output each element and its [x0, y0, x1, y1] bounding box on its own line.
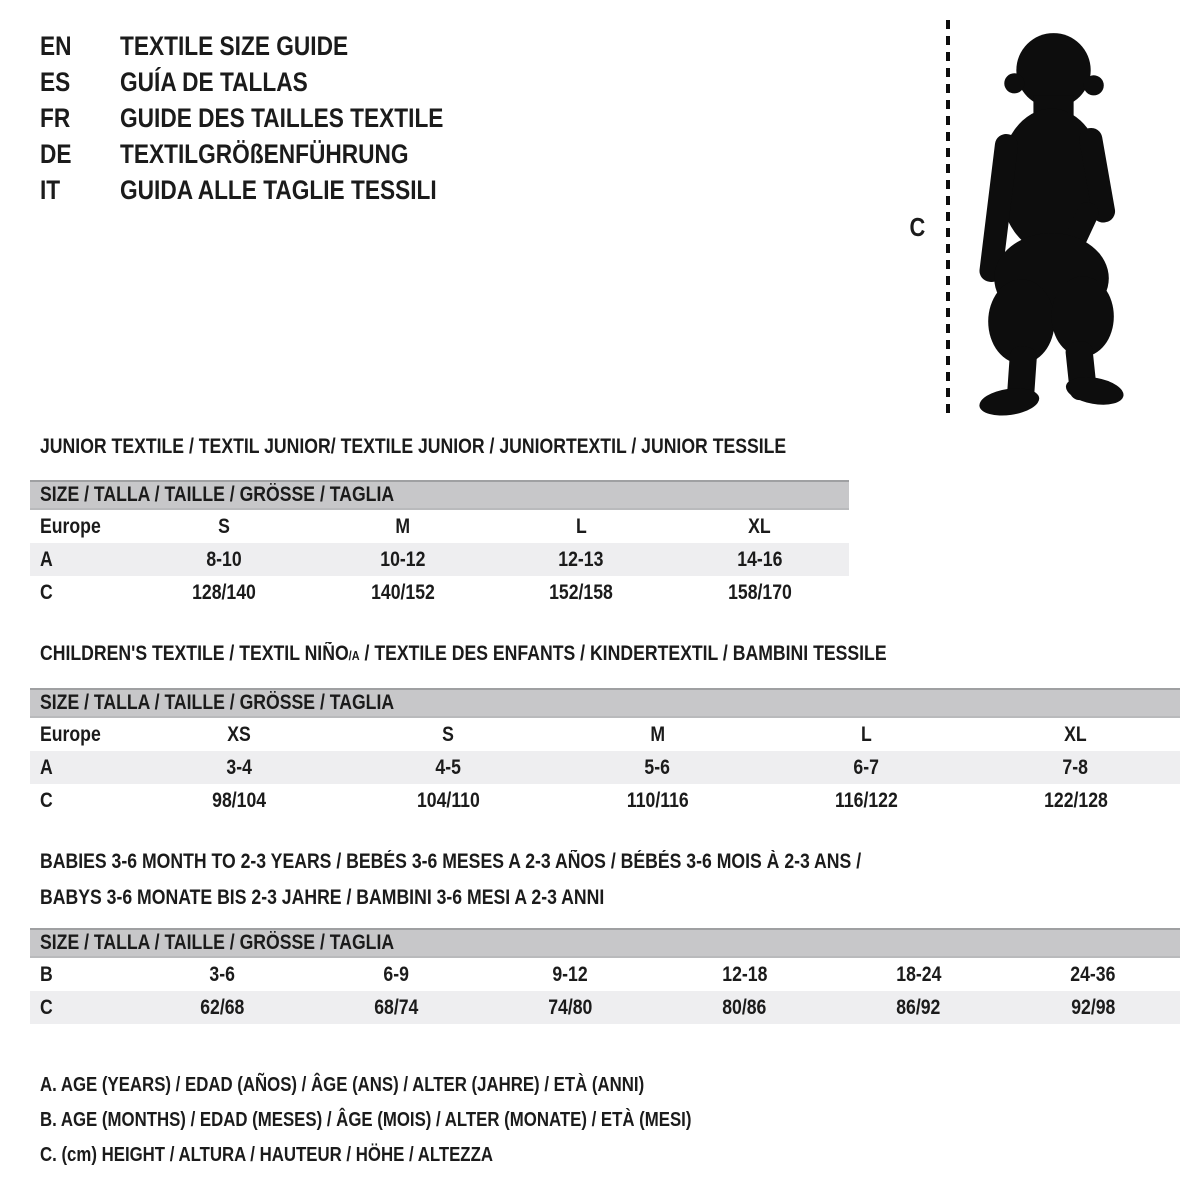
size-cell: L [861, 722, 872, 746]
section-title-line: BABYS 3-6 MONATE BIS 2-3 JAHRE / BAMBINI 3-6 MESI A 2-3 ANNI [40, 886, 605, 909]
language-row [40, 64, 505, 100]
size-cell: 74/80 [548, 995, 593, 1019]
size-cell: L [575, 514, 587, 538]
legend-list [40, 1068, 816, 1173]
row-label: Europe [40, 514, 101, 538]
size-header-bar: SIZE / TALLA / TAILLE / GRÖSSE / TAGLIA [30, 928, 1180, 958]
size-cell: 62/68 [200, 995, 245, 1019]
size-table-junior [30, 480, 849, 609]
size-cell: 86/92 [896, 995, 941, 1019]
size-cell: 110/116 [626, 788, 689, 812]
size-cell: 6-7 [853, 755, 880, 779]
size-cell: 116/122 [835, 788, 898, 812]
size-cell: 7-8 [1062, 755, 1089, 779]
height-measure-label: C [909, 212, 926, 242]
language-row [40, 28, 505, 64]
language-label: TEXTILGRÖßENFÜHRUNG [120, 138, 409, 169]
toddler-silhouette-icon [960, 15, 1138, 417]
language-label: GUÍA DE TALLAS [120, 66, 308, 97]
size-cell: 10-12 [380, 547, 426, 571]
size-header-bar: SIZE / TALLA / TAILLE / GRÖSSE / TAGLIA [30, 480, 849, 510]
size-cell: XS [227, 722, 252, 746]
size-cell: 8-10 [206, 547, 242, 571]
size-cell: 140/152 [370, 580, 435, 604]
language-code: DE [40, 138, 72, 169]
size-cell: 12-18 [722, 962, 768, 986]
table-row [30, 510, 849, 543]
size-cell: 14-16 [737, 547, 783, 571]
language-code: FR [40, 102, 71, 133]
language-list [40, 28, 505, 208]
row-label: C [40, 995, 53, 1019]
measurement-figure [900, 12, 1160, 427]
size-cell: M [395, 514, 411, 538]
language-label: GUIDE DES TAILLES TEXTILE [120, 102, 444, 133]
dashed-measure-line [946, 20, 950, 420]
language-code: ES [40, 66, 71, 97]
size-table-babies [30, 928, 1180, 1024]
size-cell: 24-36 [1070, 962, 1116, 986]
section-title-line: BABIES 3-6 MONTH TO 2-3 YEARS / BEBÉS 3-6 MESES A 2-3 AÑOS / BÉBÉS 3-6 MOIS À 2-3 ANS / [40, 850, 862, 873]
row-label: C [40, 580, 53, 604]
size-cell: 68/74 [374, 995, 419, 1019]
section-title-junior [40, 430, 928, 464]
size-cell: 152/158 [549, 580, 614, 604]
table-row [30, 958, 1180, 991]
row-label: B [40, 962, 53, 986]
size-cell: 92/98 [1070, 995, 1116, 1019]
language-row [40, 172, 505, 208]
size-cell: 6-9 [383, 962, 410, 986]
row-label: A [40, 755, 53, 779]
language-label: TEXTILE SIZE GUIDE [120, 30, 349, 61]
row-label: C [40, 788, 53, 812]
section-title-line: JUNIOR TEXTILE / TEXTIL JUNIOR/ TEXTILE JUNIOR / JUNIORTEXTIL / JUNIOR TESSILE [40, 435, 787, 458]
size-cell: XL [1064, 722, 1087, 746]
size-cell: 3-6 [209, 962, 235, 986]
language-row [40, 136, 505, 172]
size-cell: 18-24 [896, 962, 942, 986]
legend-line: B. AGE (MONTHS) / EDAD (MESES) / ÂGE (MOIS) / ALTER (MONATE) / ETÀ (MESI) [40, 1109, 692, 1131]
size-cell: 4-5 [435, 755, 462, 779]
size-cell: 98/104 [212, 788, 267, 812]
table-row [30, 751, 1180, 784]
table-row [30, 543, 849, 576]
size-cell: 12-13 [558, 547, 604, 571]
size-table-children [30, 688, 1180, 817]
size-cell: 5-6 [644, 755, 671, 779]
size-cell: M [650, 722, 665, 746]
table-row [30, 718, 1180, 751]
size-cell: XL [748, 514, 772, 538]
size-cell: 3-4 [226, 755, 253, 779]
size-cell: S [442, 722, 455, 746]
size-header-bar: SIZE / TALLA / TAILLE / GRÖSSE / TAGLIA [30, 688, 1180, 718]
size-cell: 80/86 [722, 995, 767, 1019]
legend-line: A. AGE (YEARS) / EDAD (AÑOS) / ÂGE (ANS) / ALTER (JAHRE) / ETÀ (ANNI) [40, 1074, 645, 1096]
language-code: EN [40, 30, 72, 61]
size-cell: S [218, 514, 231, 538]
legend-line: C. (cm) HEIGHT / ALTURA / HAUTEUR / HÖHE / ALTEZZA [40, 1144, 493, 1166]
table-row [30, 576, 849, 609]
section-title-line: CHILDREN'S TEXTILE / TEXTIL NIÑO/A / TEXTILE DES ENFANTS / KINDERTEXTIL / BAMBINI TESSILE [40, 642, 887, 665]
section-title-children [40, 637, 1048, 673]
table-row [30, 991, 1180, 1024]
section-title-babies [40, 844, 1018, 916]
size-cell: 104/110 [417, 788, 480, 812]
size-cell: 128/140 [192, 580, 257, 604]
language-code: IT [40, 174, 61, 205]
size-cell: 122/128 [1043, 788, 1108, 812]
row-label: Europe [40, 722, 101, 746]
language-label: GUIDA ALLE TAGLIE TESSILI [120, 174, 437, 205]
size-cell: 158/170 [727, 580, 792, 604]
language-row [40, 100, 505, 136]
size-cell: 9-12 [552, 962, 589, 986]
row-label: A [40, 547, 53, 571]
table-row [30, 784, 1180, 817]
